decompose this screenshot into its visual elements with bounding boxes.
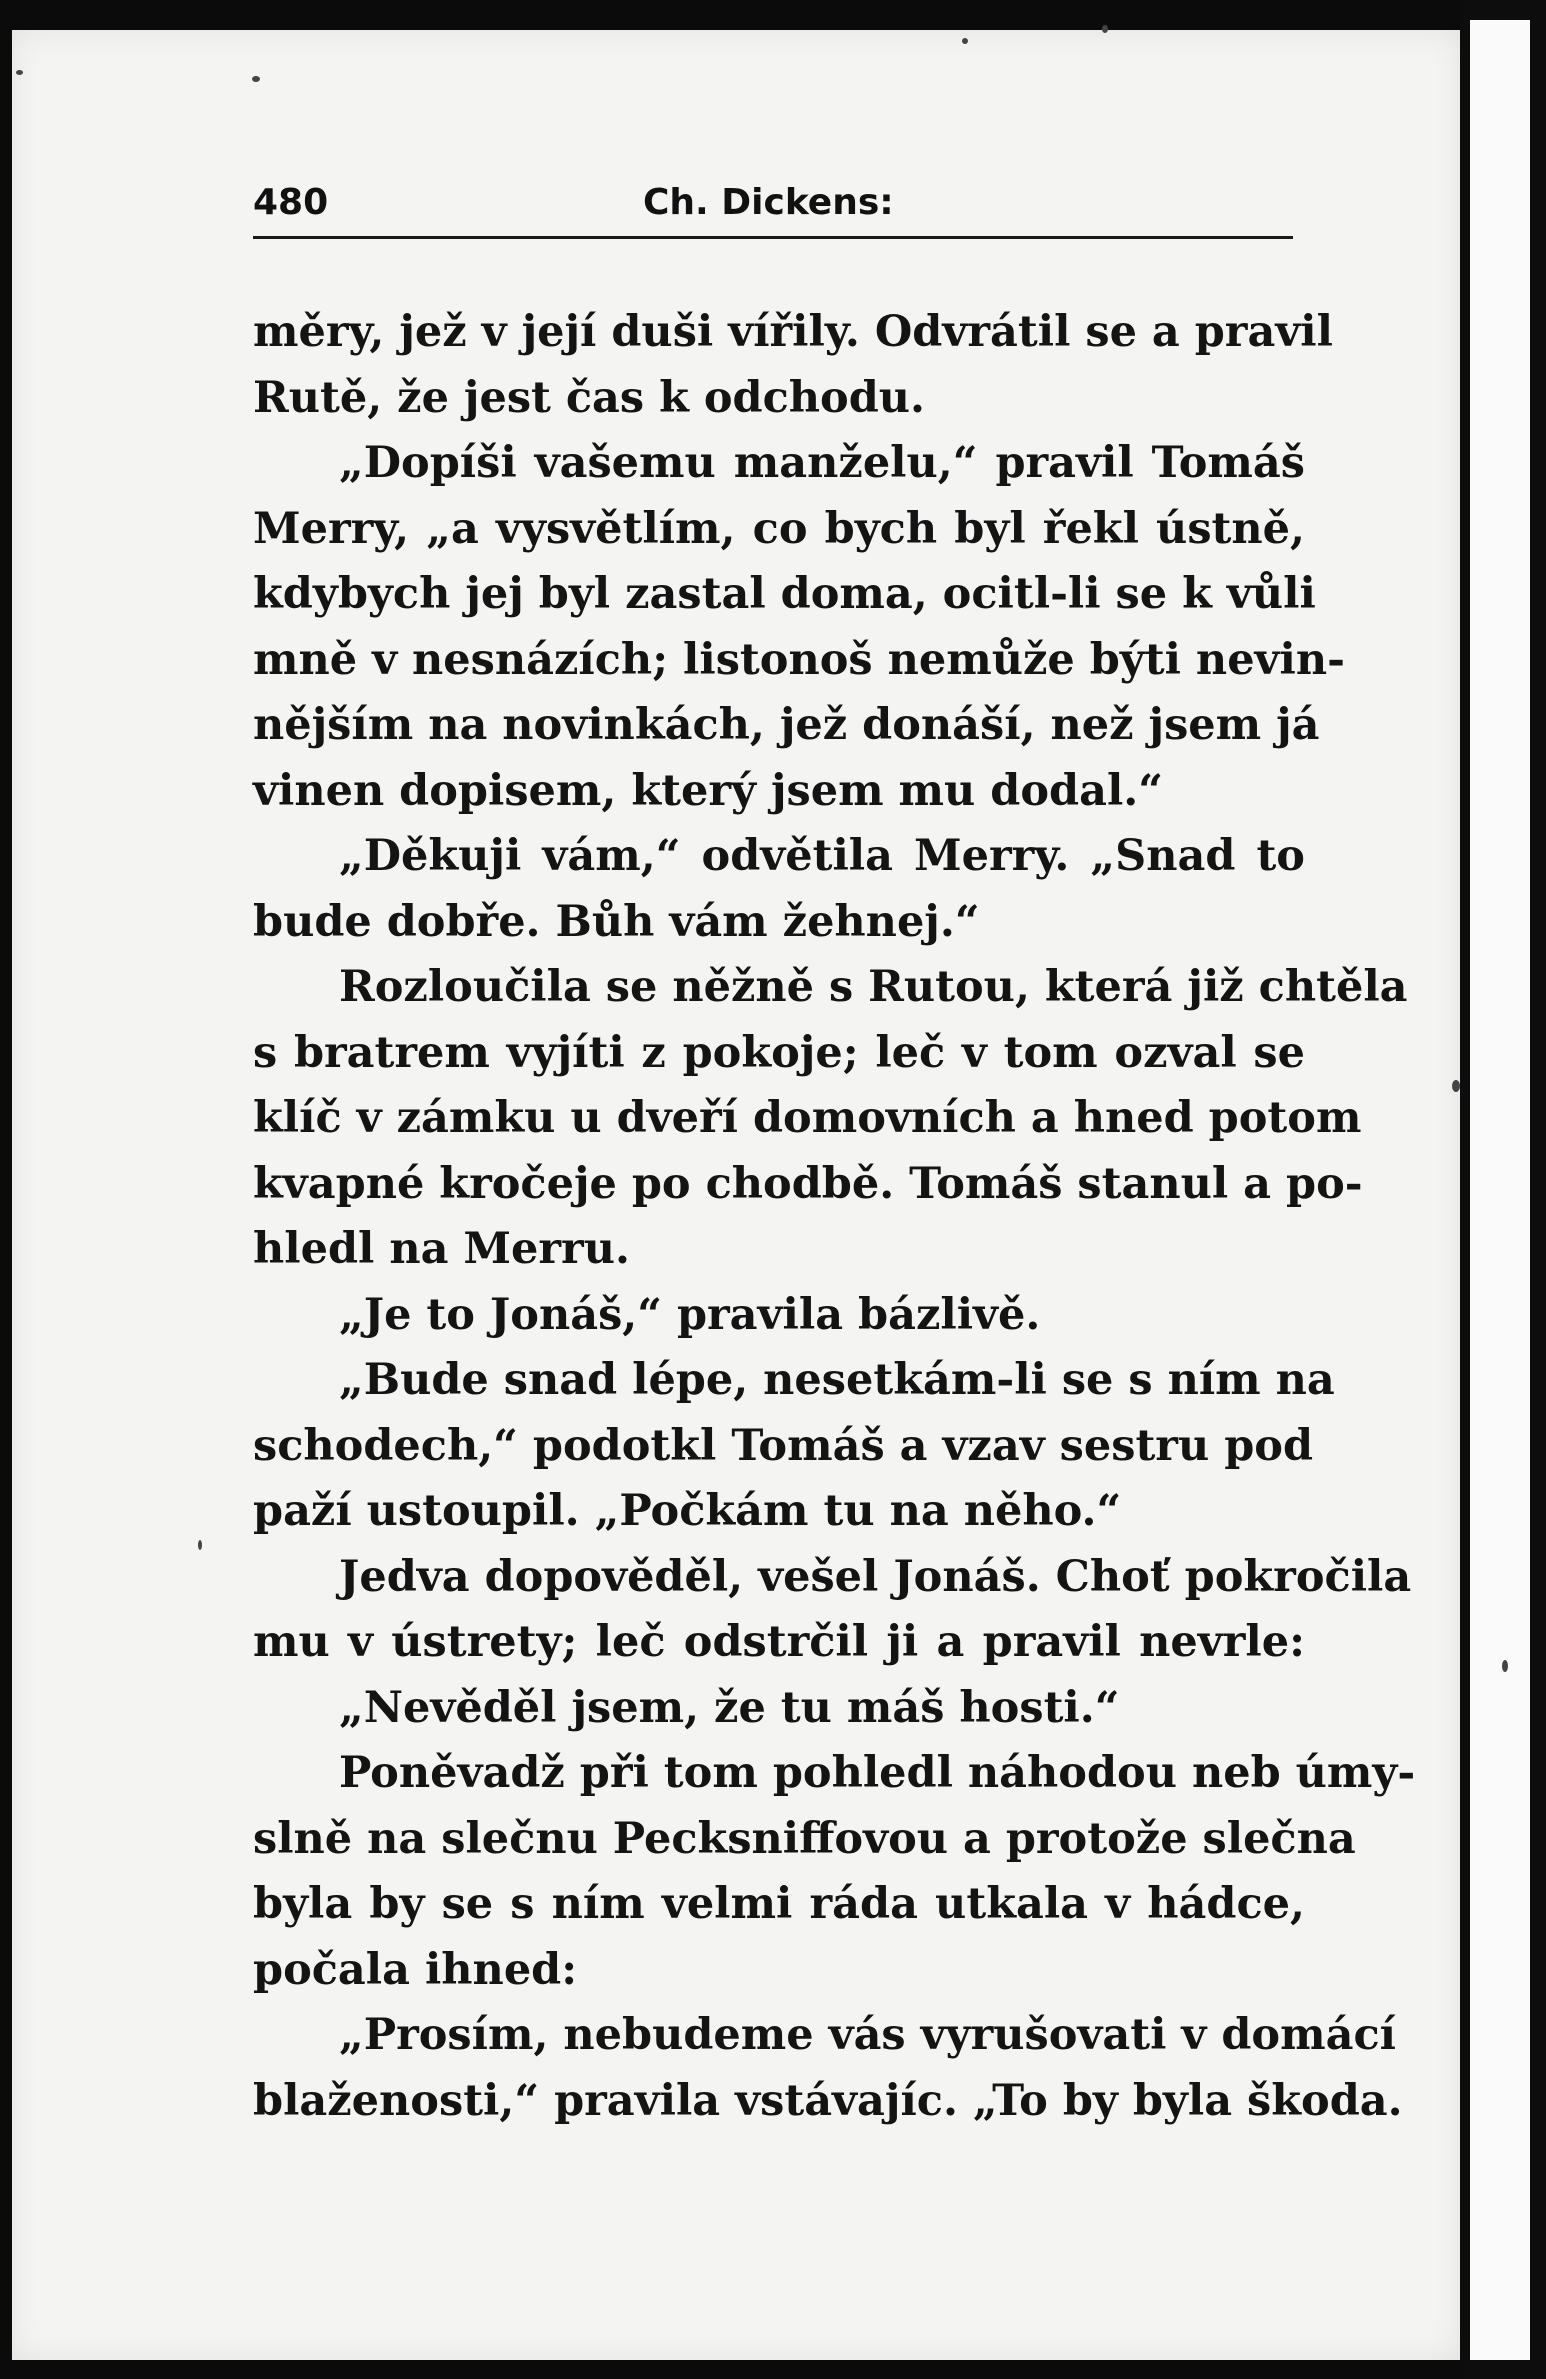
text-line: Merry, „a vysvětlím, co bych byl řekl ústně, — [253, 503, 1305, 554]
paper-speck — [1452, 1080, 1460, 1092]
text-line: „Je to Jonáš,“ pravila bázlivě. — [339, 1289, 1041, 1340]
text-line: „Děkuji vám,“ odvětila Merry. „Snad to — [339, 831, 1305, 881]
text-line: „Nevěděl jsem, že tu máš hosti.“ — [339, 1682, 1120, 1733]
text-line: byla by se s ním velmi ráda utkala v hádce, — [253, 1879, 1305, 1929]
text-line: Rozloučila se něžně s Rutou, která již chtěla — [339, 962, 1408, 1012]
running-head: Ch. Dickens: — [643, 182, 894, 223]
text-line: počala ihned: — [253, 1944, 578, 1995]
text-line: „Prosím, nebudeme vás vyrušovati v domácí — [339, 2010, 1396, 2060]
page-number: 480 — [253, 182, 329, 223]
text-line: schodech,“ podotkl Tomáš a vzav sestru pod — [253, 1420, 1314, 1471]
text-line: klíč v zámku u dveří domovních a hned potom — [253, 1093, 1362, 1143]
paper-speck — [198, 1540, 202, 1550]
text-line: bude dobře. Bůh vám žehnej.“ — [253, 896, 980, 947]
text-line: paží ustoupil. „Počkám tu na něho.“ — [253, 1486, 1122, 1536]
text-line: kvapné kročeje po chodbě. Tomáš stanul a po- — [253, 1158, 1363, 1209]
text-line: s bratrem vyjíti z pokoje; leč v tom ozval se — [253, 1027, 1305, 1078]
text-line: Poněvadž při tom pohledl náhodou neb úmy- — [339, 1748, 1416, 1798]
text-line: měry, jež v její duši vířily. Odvrátil se a pravil — [253, 307, 1333, 357]
text-line: blaženosti,“ pravila vstávajíc. „To by byla škoda. — [253, 2075, 1403, 2126]
page-header — [253, 176, 1293, 239]
text-line: vinen dopisem, který jsem mu dodal.“ — [253, 765, 1163, 816]
adjacent-page-edge — [1470, 20, 1530, 2360]
text-line: nějším na novinkách, jež donáší, než jsem já — [253, 700, 1320, 750]
text-line: mně v nesnázích; listonoš nemůže býti nevin- — [253, 634, 1345, 685]
paper-speck — [252, 76, 260, 82]
paper-speck — [962, 38, 968, 44]
paper-speck — [16, 70, 23, 75]
text-line: mu v ústrety; leč odstrčil ji a pravil nevrle: — [253, 1617, 1305, 1667]
text-line: kdybych jej byl zastal doma, ocitl-li se k vůli — [253, 569, 1316, 619]
text-line: hledl na Merru. — [253, 1224, 630, 1274]
text-line: „Bude snad lépe, nesetkám-li se s ním na — [339, 1355, 1335, 1405]
text-line: „Dopíši vašemu manželu,“ pravil Tomáš — [339, 438, 1305, 488]
paper-speck — [1502, 1660, 1508, 1672]
text-line: slně na slečnu Pecksniffovou a protože slečna — [253, 1813, 1356, 1864]
paper-speck — [1102, 25, 1108, 33]
text-line: Jedva dopověděl, vešel Jonáš. Choť pokročila — [339, 1551, 1412, 1602]
text-line: Rutě, že jest čas k odchodu. — [253, 372, 926, 423]
body-text — [253, 300, 1416, 2134]
